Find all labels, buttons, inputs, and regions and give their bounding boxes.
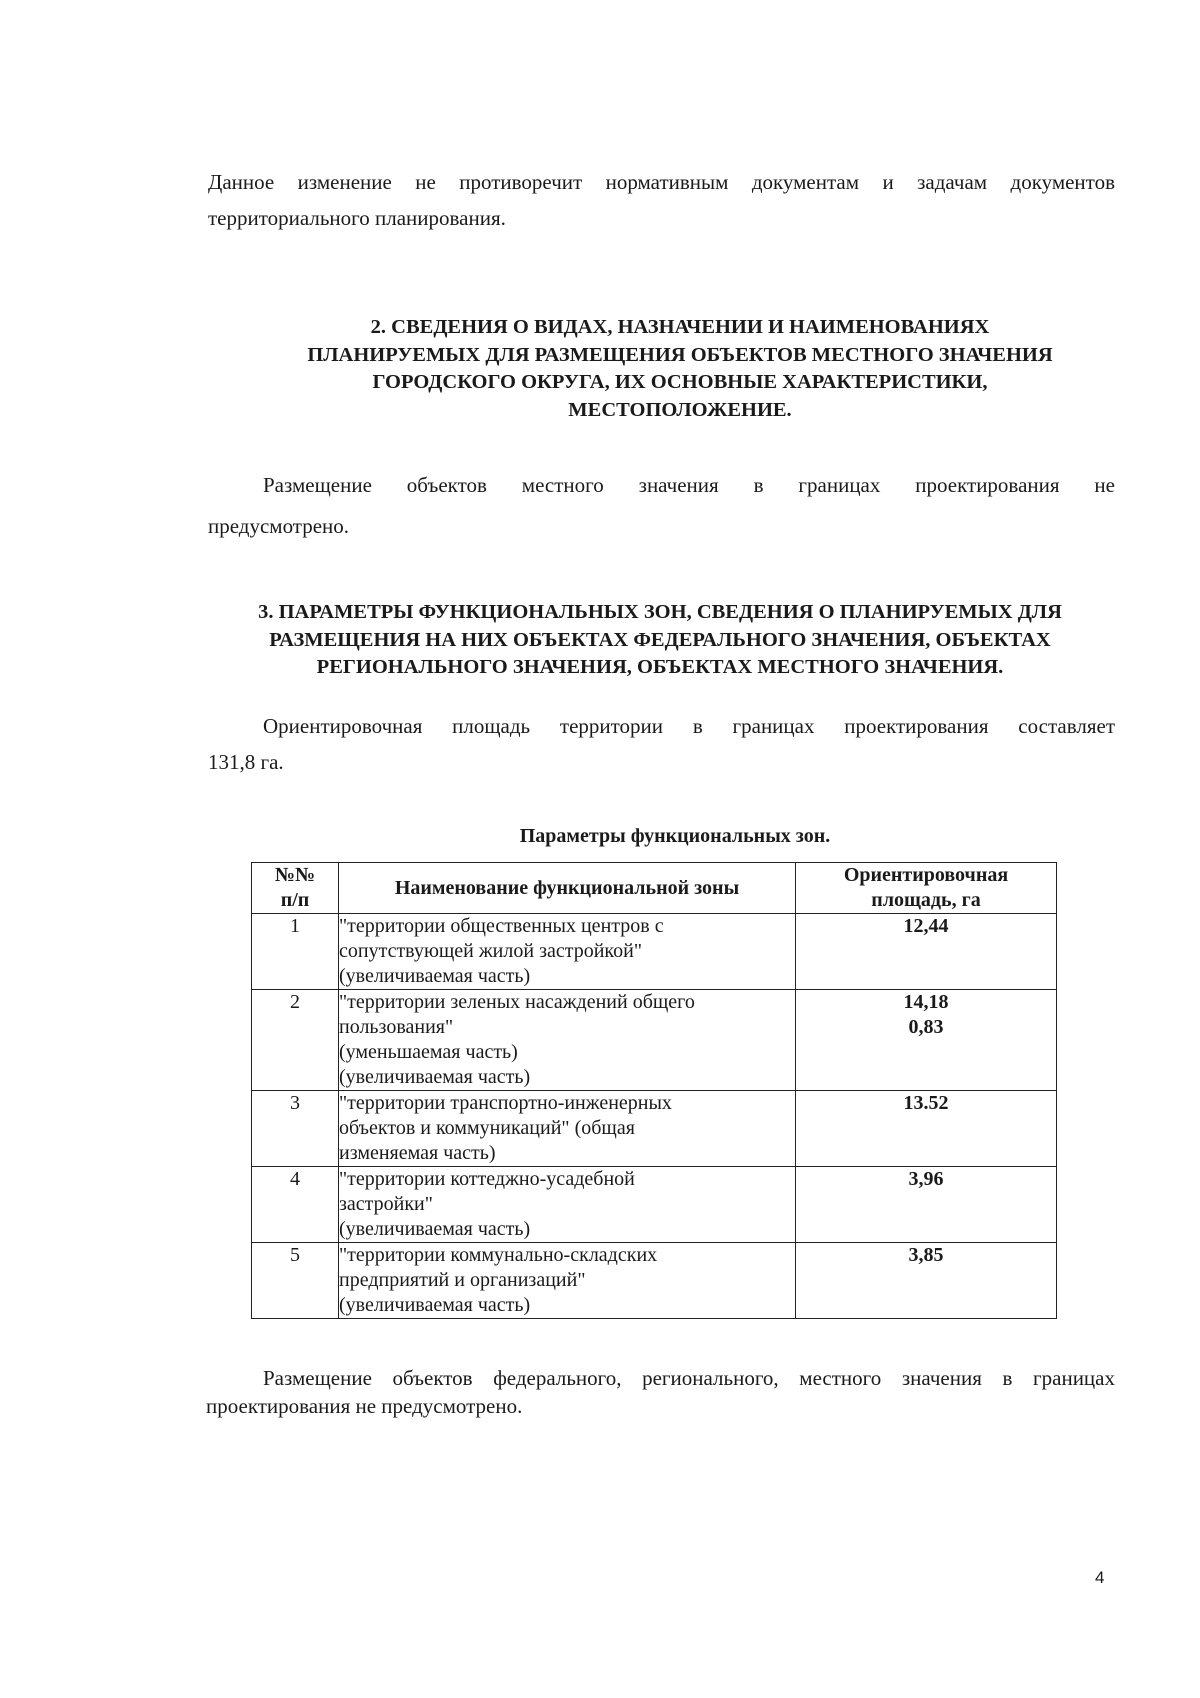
functional-zones-table xyxy=(251,862,1057,1319)
closing-paragraph-line-1: Размещение объектов федерального, регионального, местного значения в границах xyxy=(263,1366,1115,1390)
zone-area xyxy=(796,914,1057,990)
table-caption: Параметры функциональных зон. xyxy=(519,825,831,847)
zone-name-line: (увеличиваемая часть) xyxy=(339,1066,531,1088)
zone-name-line: пользования" xyxy=(339,1016,454,1038)
header-number-line: №№ xyxy=(274,864,316,886)
row-number: 3 xyxy=(252,1091,339,1167)
zone-name xyxy=(339,1091,796,1167)
table-row xyxy=(252,990,1057,1091)
section-2-heading-line: ГОРОДСКОГО ОКРУГА, ИХ ОСНОВНЫЕ ХАРАКТЕРИСТИКИ, xyxy=(372,371,988,393)
zone-name-line: "территории транспортно-инженерных xyxy=(339,1092,672,1114)
closing-paragraph-line-2: проектирования не предусмотрено. xyxy=(206,1394,523,1418)
table-row xyxy=(252,1167,1057,1243)
section-2-body-line-2: предусмотрено. xyxy=(208,514,350,538)
area-paragraph-line-2: 131,8 га. xyxy=(208,750,284,774)
header-number xyxy=(252,863,339,914)
zone-name xyxy=(339,914,796,990)
zone-name xyxy=(339,1167,796,1243)
table-row xyxy=(252,1243,1057,1319)
section-2-heading-line: 2. СВЕДЕНИЯ О ВИДАХ, НАЗНАЧЕНИИ И НАИМЕНОВАНИЯХ xyxy=(370,316,990,338)
section-2-heading-line: МЕСТОПОЛОЖЕНИЕ. xyxy=(568,398,792,421)
row-number: 1 xyxy=(252,914,339,990)
zone-area-value: 12,44 xyxy=(903,915,949,937)
zone-name-line: объектов и коммуникаций" (общая xyxy=(339,1117,635,1139)
zone-name-line: (уменьшаемая часть) xyxy=(339,1041,518,1063)
section-2-heading xyxy=(230,314,1130,424)
zone-area xyxy=(796,1167,1057,1243)
section-2-heading-line: ПЛАНИРУЕМЫХ ДЛЯ РАЗМЕЩЕНИЯ ОБЪЕКТОВ МЕСТНОГО ЗНАЧЕНИЯ xyxy=(307,343,1053,366)
section-3-heading xyxy=(200,599,1120,682)
table-row xyxy=(252,1091,1057,1167)
header-area-line: площадь, га xyxy=(871,889,981,911)
section-3-heading-line: РЕГИОНАЛЬНОГО ЗНАЧЕНИЯ, ОБЪЕКТАХ МЕСТНОГО ЗНАЧЕНИЯ. xyxy=(316,656,1004,678)
row-number: 4 xyxy=(252,1167,339,1243)
zone-name xyxy=(339,990,796,1091)
zone-name-line: "территории общественных центров с xyxy=(339,915,664,937)
zone-name-line: застройки" xyxy=(339,1193,433,1215)
zone-area xyxy=(796,1091,1057,1167)
header-area-line: Ориентировочная xyxy=(843,864,1009,886)
zone-name xyxy=(339,1243,796,1319)
zone-area xyxy=(796,1243,1057,1319)
area-paragraph-line-1: Ориентировочная площадь территории в границах проектирования составляет xyxy=(263,714,1115,738)
intro-paragraph: Данное изменение не противоречит нормативным документам и задачам документов территориального планирования. xyxy=(208,170,1115,230)
row-number: 5 xyxy=(252,1243,339,1319)
zone-name-line: "территории зеленых насаждений общего xyxy=(339,991,695,1013)
table-row xyxy=(252,914,1057,990)
row-number: 2 xyxy=(252,990,339,1091)
header-number-line: п/п xyxy=(280,889,310,911)
header-area xyxy=(796,863,1057,914)
zone-name-line: "территории коттеджно-усадебной xyxy=(339,1168,635,1190)
zone-area-value: 13.52 xyxy=(903,1092,949,1114)
zone-name-line: (увеличиваемая часть) xyxy=(339,1294,531,1316)
zone-area xyxy=(796,990,1057,1091)
zone-name-line: "территории коммунально-складских xyxy=(339,1244,658,1266)
zone-name-line: (увеличиваемая часть) xyxy=(339,965,531,987)
zone-name-line: сопутствующей жилой застройкой" xyxy=(339,940,642,962)
section-3-heading-line: 3. ПАРАМЕТРЫ ФУНКЦИОНАЛЬНЫХ ЗОН, СВЕДЕНИЯ О ПЛАНИРУЕМЫХ ДЛЯ xyxy=(258,601,1062,623)
zone-area-value: 14,18 xyxy=(903,991,949,1013)
table-header-row xyxy=(252,863,1057,914)
zone-name-line: изменяемая часть) xyxy=(339,1142,496,1164)
header-zone-name: Наименование функциональной зоны xyxy=(339,863,796,914)
page-number: 4 xyxy=(1095,1568,1105,1587)
zone-area-value: 0,83 xyxy=(908,1016,944,1038)
zone-name-line: предприятий и организаций" xyxy=(339,1269,586,1291)
zone-name-line: (увеличиваемая часть) xyxy=(339,1218,531,1240)
section-2-body-line-1: Размещение объектов местного значения в границах проектирования не xyxy=(263,473,1115,497)
zone-area-value: 3,96 xyxy=(908,1168,944,1190)
section-3-heading-line: РАЗМЕЩЕНИЯ НА НИХ ОБЪЕКТАХ ФЕДЕРАЛЬНОГО ЗНАЧЕНИЯ, ОБЪЕКТАХ xyxy=(269,628,1051,651)
zone-area-value: 3,85 xyxy=(908,1244,944,1266)
